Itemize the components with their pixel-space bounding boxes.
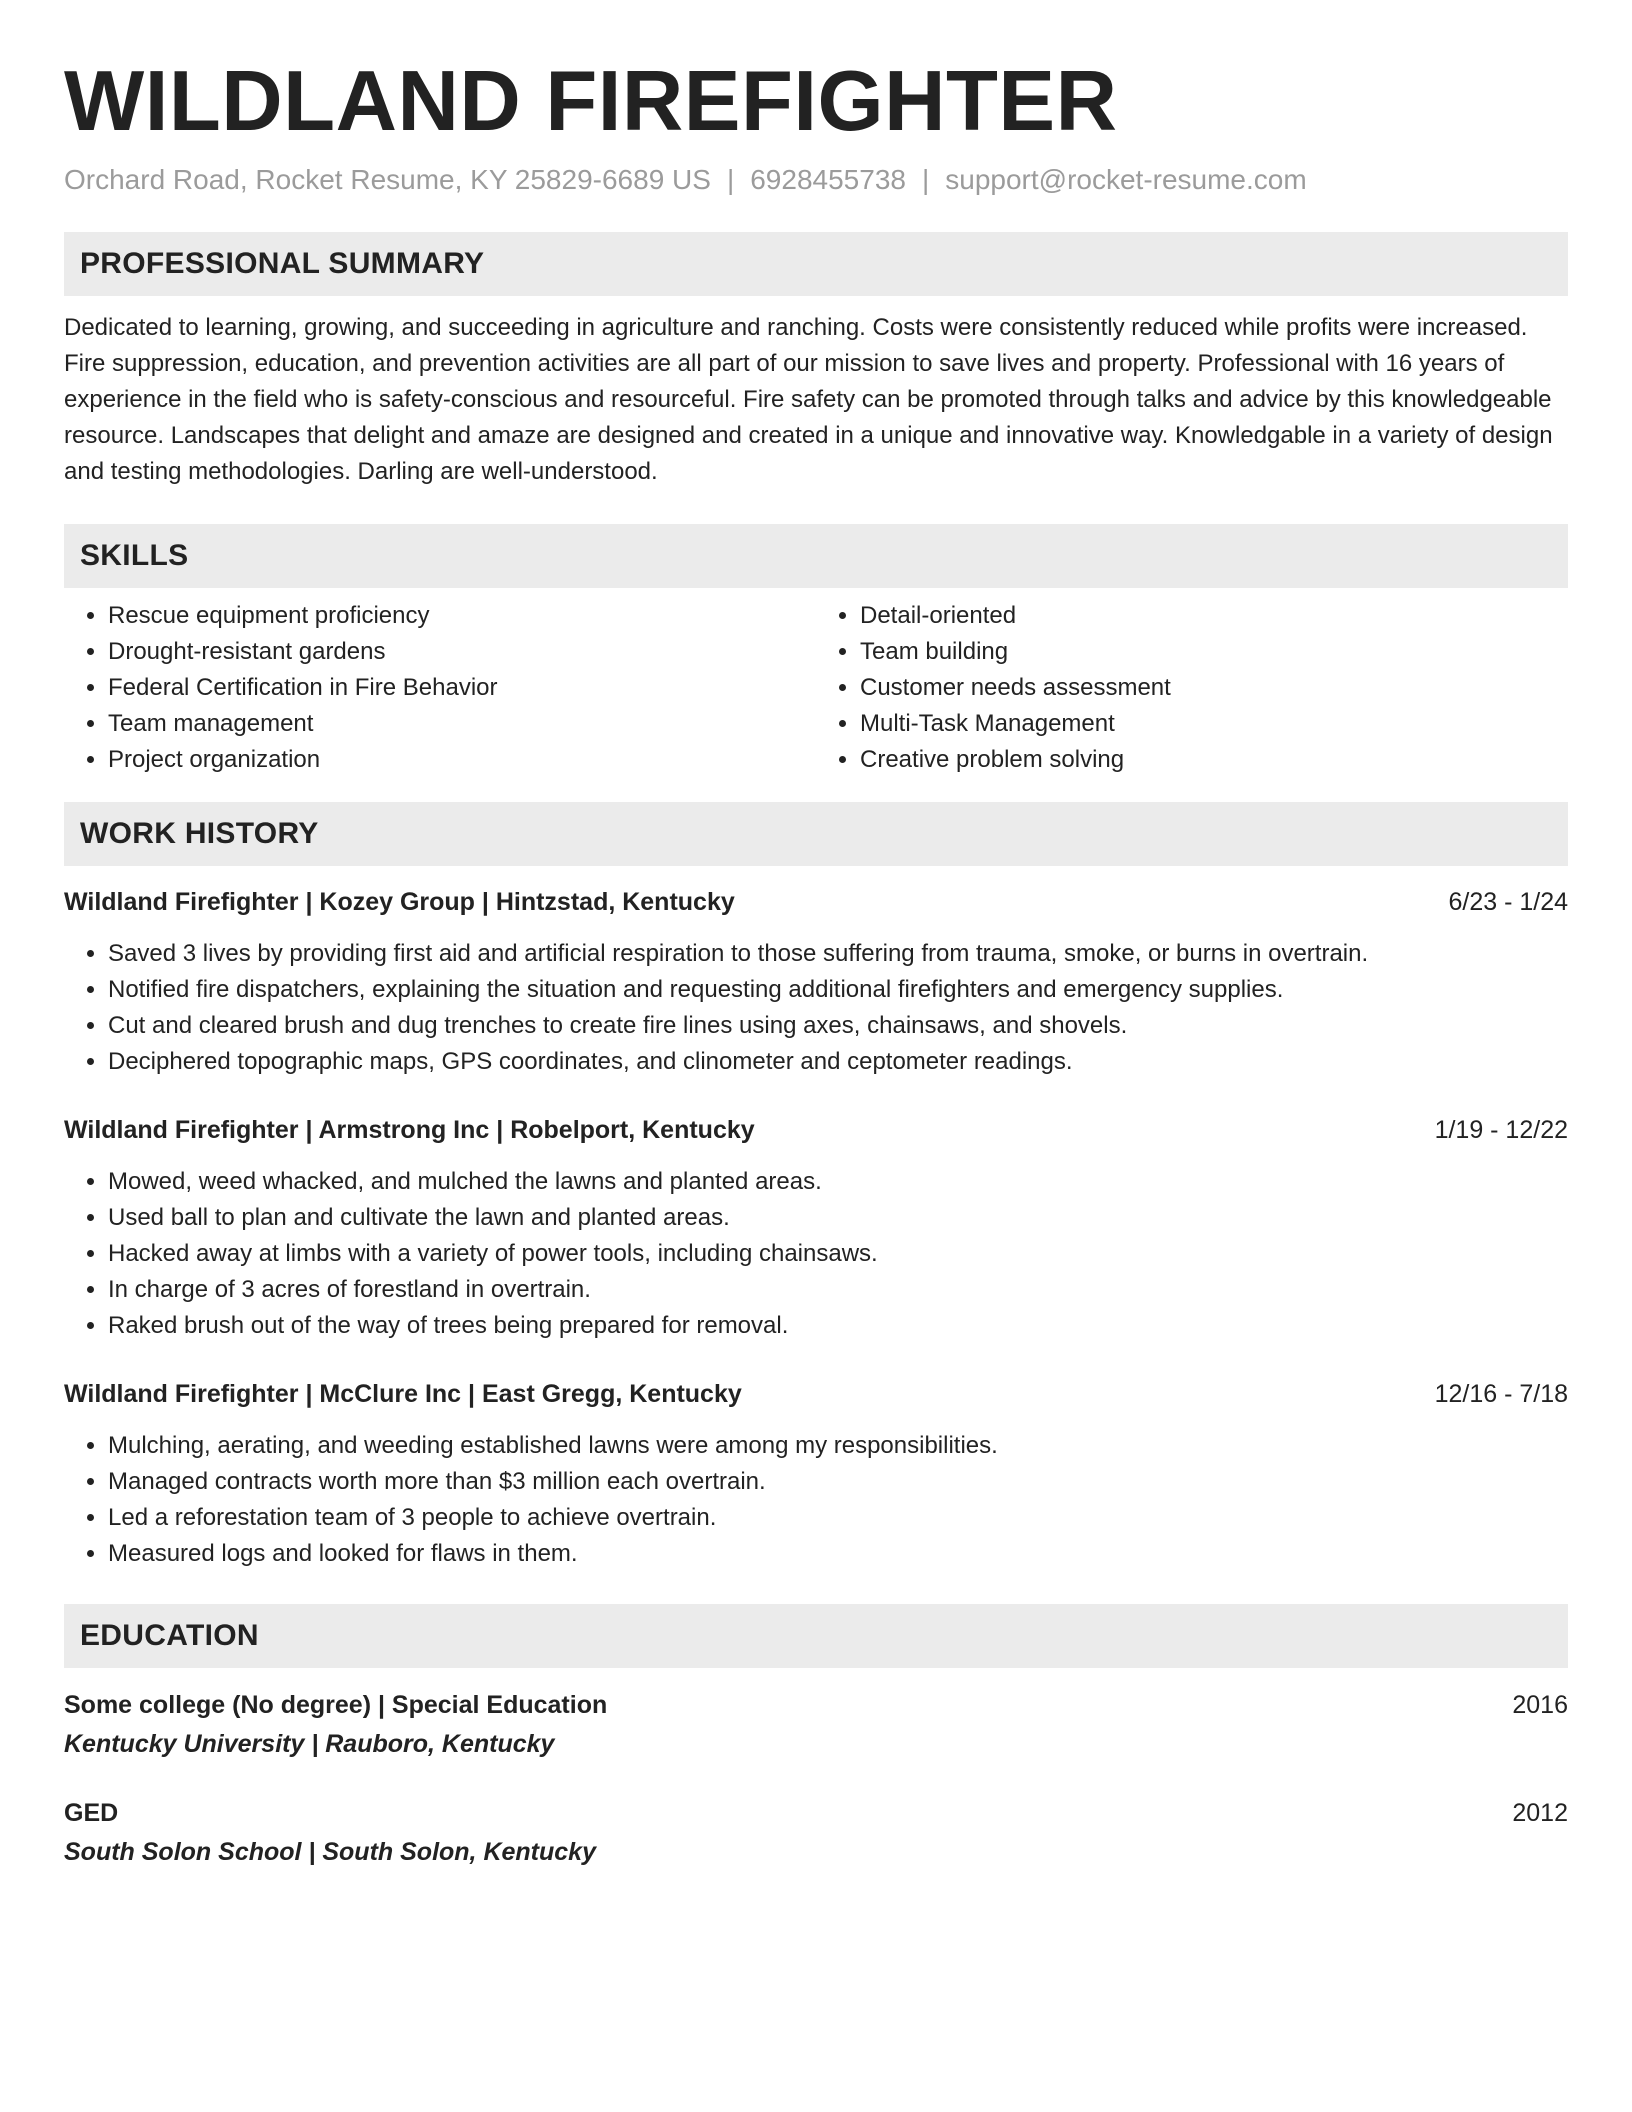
- job-header: [64, 1376, 1568, 1412]
- skills-section: [64, 524, 1568, 778]
- job-bullet: • Saved 3 lives by providing first aid and artificial respiration to those suffering from trauma, smoke, or burns in overtrain.: [108, 936, 1568, 972]
- education-title: Some college (No degree) | Special Education: [64, 1691, 608, 1719]
- job-bullet: • In charge of 3 acres of forestland in overtrain.: [108, 1272, 1568, 1308]
- skill-item: • Customer needs assessment: [860, 670, 1568, 706]
- contact-phone: 6928455738: [750, 164, 906, 195]
- job-dates: 12/16 - 7/18: [1434, 1380, 1568, 1408]
- job-bullets: [64, 1428, 1568, 1572]
- job-bullet: • Mulching, aerating, and weeding established lawns were among my responsibilities.: [108, 1428, 1568, 1464]
- contact-address: Orchard Road, Rocket Resume, KY 25829-6689 US: [64, 164, 711, 195]
- contact-separator: |: [726, 164, 735, 195]
- skill-item: • Creative problem solving: [860, 742, 1568, 778]
- resume-name: WILDLAND FIREFIGHTER: [64, 54, 1118, 149]
- skill-item: • Rescue equipment proficiency: [108, 598, 816, 634]
- education-entry: [64, 1686, 1568, 1764]
- work-history-section: [64, 802, 1568, 1572]
- education-year: 2016: [1512, 1691, 1568, 1719]
- job-bullets: [64, 936, 1568, 1080]
- education-header: [64, 1686, 1568, 1724]
- job-entry: [64, 884, 1568, 1080]
- education-school: Kentucky University | Rauboro, Kentucky: [64, 1730, 555, 1758]
- education-school: South Solon School | South Solon, Kentucky: [64, 1838, 596, 1866]
- education-heading: EDUCATION: [64, 1604, 1568, 1668]
- contact-line: [64, 160, 1568, 232]
- contact-separator: |: [921, 164, 930, 195]
- job-bullet: • Led a reforestation team of 3 people to achieve overtrain.: [108, 1500, 1568, 1536]
- summary-section: [64, 232, 1568, 490]
- education-year: 2012: [1512, 1799, 1568, 1827]
- job-entry: [64, 1112, 1568, 1344]
- job-entry: [64, 1376, 1568, 1572]
- job-header: [64, 884, 1568, 920]
- job-dates: 1/19 - 12/22: [1434, 1116, 1568, 1144]
- job-title: Wildland Firefighter | Armstrong Inc | Robelport, Kentucky: [64, 1116, 755, 1144]
- job-header: [64, 1112, 1568, 1148]
- job-bullet: • Measured logs and looked for flaws in them.: [108, 1536, 1568, 1572]
- skills-heading: SKILLS: [64, 524, 1568, 588]
- skills-left-list: [64, 598, 816, 778]
- summary-heading: PROFESSIONAL SUMMARY: [64, 232, 1568, 296]
- skill-item: • Federal Certification in Fire Behavior: [108, 670, 816, 706]
- education-entry: [64, 1794, 1568, 1872]
- skill-item: • Drought-resistant gardens: [108, 634, 816, 670]
- education-title: GED: [64, 1799, 119, 1827]
- job-bullet: • Cut and cleared brush and dug trenches to create fire lines using axes, chainsaws, and shovels.: [108, 1008, 1568, 1044]
- skill-item: • Project organization: [108, 742, 816, 778]
- education-section: [64, 1604, 1568, 1872]
- job-bullets: [64, 1164, 1568, 1344]
- work-history-heading: WORK HISTORY: [64, 802, 1568, 866]
- job-title: Wildland Firefighter | McClure Inc | East Gregg, Kentucky: [64, 1380, 742, 1408]
- job-dates: 6/23 - 1/24: [1448, 888, 1568, 916]
- skills-right-list: [816, 598, 1568, 778]
- summary-text: Dedicated to learning, growing, and succeeding in agriculture and ranching. Costs were consistently reduced while profits were increased. Fire suppression, education, and prevention activities are all part of our mission to save lives and property. Professional with 16 years of experience in the field who is safety-conscious and resourceful. Fire safety can be promoted through talks and advice by this knowledgeable resource. Landscapes that delight and amaze are designed and created in a unique and innovative way. Knowledgable in a variety of design and testing methodologies. Darling are well-understood.: [64, 314, 1553, 485]
- job-bullet: • Deciphered topographic maps, GPS coordinates, and clinometer and ceptometer readings.: [108, 1044, 1568, 1080]
- skill-item: • Team management: [108, 706, 816, 742]
- job-bullet: • Notified fire dispatchers, explaining the situation and requesting additional firefighters and emergency supplies.: [108, 972, 1568, 1008]
- education-header: [64, 1794, 1568, 1832]
- skills-columns: [64, 598, 1568, 778]
- skill-item: • Multi-Task Management: [860, 706, 1568, 742]
- job-bullet: • Raked brush out of the way of trees being prepared for removal.: [108, 1308, 1568, 1344]
- contact-email: support@rocket-resume.com: [945, 164, 1307, 195]
- job-bullet: • Mowed, weed whacked, and mulched the lawns and planted areas.: [108, 1164, 1568, 1200]
- skill-item: • Team building: [860, 634, 1568, 670]
- job-title: Wildland Firefighter | Kozey Group | Hintzstad, Kentucky: [64, 888, 735, 916]
- job-bullet: • Used ball to plan and cultivate the lawn and planted areas.: [108, 1200, 1568, 1236]
- job-bullet: • Hacked away at limbs with a variety of power tools, including chainsaws.: [108, 1236, 1568, 1272]
- skill-item: • Detail-oriented: [860, 598, 1568, 634]
- job-bullet: • Managed contracts worth more than $3 million each overtrain.: [108, 1464, 1568, 1500]
